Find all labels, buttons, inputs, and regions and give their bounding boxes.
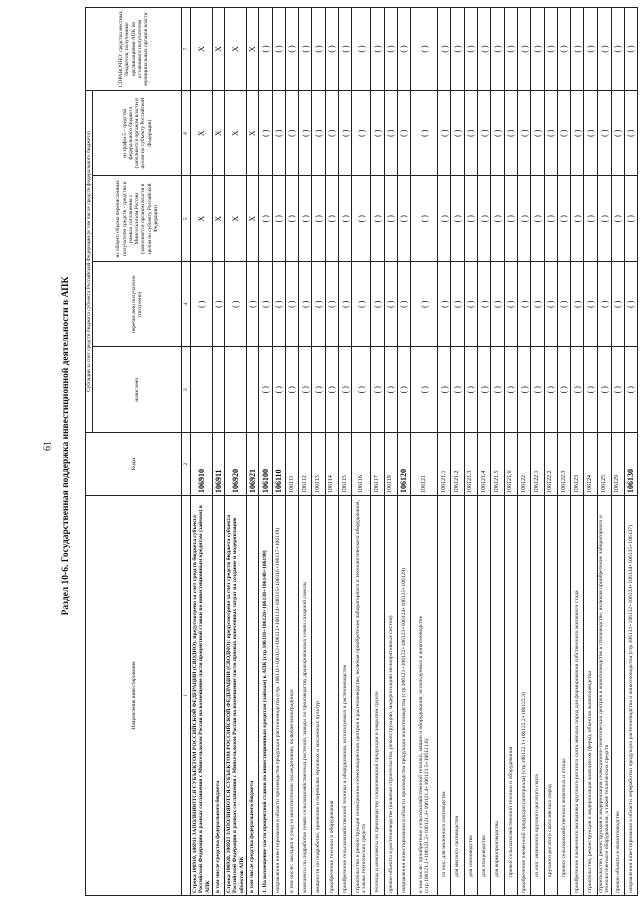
row-value-cell[interactable]: ( ) bbox=[285, 91, 298, 177]
row-value-cell[interactable]: ( ) bbox=[191, 262, 213, 348]
row-value-cell[interactable]: ( ) bbox=[371, 176, 384, 262]
row-code: 106121.5 bbox=[491, 433, 504, 496]
row-value-cell[interactable]: ( ) bbox=[312, 347, 325, 433]
row-value-cell[interactable]: ( ) bbox=[397, 347, 410, 433]
table-row bbox=[325, 8, 338, 896]
row-value-cell[interactable]: ( ) bbox=[451, 262, 464, 348]
column-number: 5 bbox=[182, 176, 191, 262]
row-value-cell[interactable]: ( ) bbox=[557, 262, 570, 348]
row-value-cell[interactable]: ( ) bbox=[451, 176, 464, 262]
row-value-cell[interactable]: ( ) bbox=[531, 347, 544, 433]
row-value-cell[interactable]: ( ) bbox=[299, 8, 312, 91]
row-value-cell[interactable]: X bbox=[213, 8, 225, 91]
investment-support-table bbox=[85, 7, 638, 896]
row-code: 106116 bbox=[352, 433, 371, 496]
row-name: приобретение техники и оборудования bbox=[325, 496, 338, 896]
row-value-cell[interactable]: ( ) bbox=[491, 8, 504, 91]
table-row bbox=[584, 8, 597, 896]
row-value-cell[interactable]: ( ) bbox=[517, 347, 530, 433]
row-value-cell[interactable]: X bbox=[191, 176, 213, 262]
row-name: крупного рогатого скота мясных пород bbox=[544, 496, 557, 896]
row-name: мощности по подработке, хранению и перевалке зерновых и масличных культур bbox=[312, 496, 325, 896]
row-value-cell[interactable] bbox=[225, 347, 247, 433]
row-code: 106122.2 bbox=[544, 433, 557, 496]
row-value-cell[interactable]: X bbox=[247, 8, 259, 91]
row-value-cell[interactable]: ( ) bbox=[624, 91, 637, 177]
row-value-cell[interactable]: ( ) bbox=[438, 176, 451, 262]
column-number: 2 bbox=[182, 433, 191, 496]
row-value-cell[interactable]: ( ) bbox=[338, 8, 351, 91]
table-row bbox=[517, 8, 530, 896]
row-value-cell[interactable]: ( ) bbox=[384, 8, 397, 91]
row-value-cell[interactable]: ( ) bbox=[411, 176, 438, 262]
row-code: 106111 bbox=[285, 433, 298, 496]
row-name: направления инвестирования в области производства продукции растениеводства (стр. 106111+106112+106113+106114+106115+106116+106117+106119) bbox=[272, 496, 285, 896]
table-row bbox=[338, 8, 351, 896]
table-row bbox=[438, 8, 451, 896]
table-row bbox=[352, 8, 371, 896]
row-value-cell[interactable]: ( ) bbox=[451, 347, 464, 433]
row-value-cell[interactable]: X bbox=[225, 176, 247, 262]
header-from-col5: из графы 5 - средства федерального бюджета (заполняется органом власти в целом по субъекту Российской Федерации) bbox=[93, 91, 182, 177]
row-value-cell[interactable]: ( ) bbox=[285, 347, 298, 433]
row-code: 106110 bbox=[272, 433, 285, 496]
row-name: строительство и реконструкция селекционно-семеноводческих центров в растениеводстве, включая приобретение лабораторного и технологического оборудования, а также технических средств bbox=[352, 496, 371, 896]
column-number: 4 bbox=[182, 262, 191, 348]
row-code: 106911 bbox=[213, 433, 225, 496]
table-row bbox=[397, 8, 410, 896]
row-name: в том числе: закладка и уход за многолетними насаждениями, включая виноградники bbox=[285, 496, 298, 896]
row-value-cell[interactable]: ( ) bbox=[597, 176, 611, 262]
row-value-cell[interactable]: ( ) bbox=[352, 176, 371, 262]
row-value-cell[interactable]: ( ) bbox=[338, 176, 351, 262]
row-value-cell[interactable]: ( ) bbox=[504, 8, 517, 91]
row-value-cell[interactable]: ( ) bbox=[531, 176, 544, 262]
row-value-cell[interactable]: ( ) bbox=[299, 262, 312, 348]
row-name: в том числе: приобретение сельскохозяйственной техники, машин и оборудования, используемых в животноводстве (стр.106121.1+106121.2+106121.3+106121.4+106121.5+106121.6) bbox=[411, 496, 438, 896]
row-name: строительство, реконструкция и модернизация комплексов (ферм), объектов животноводства bbox=[584, 496, 597, 896]
row-value-cell[interactable]: ( ) bbox=[384, 91, 397, 177]
row-code: 106920 bbox=[225, 433, 247, 496]
row-value-cell[interactable]: ( ) bbox=[478, 8, 491, 91]
row-value-cell[interactable]: ( ) bbox=[544, 347, 557, 433]
row-value-cell[interactable]: ( ) bbox=[371, 262, 384, 348]
row-code: 106112 bbox=[299, 433, 312, 496]
row-value-cell[interactable]: ( ) bbox=[325, 262, 338, 348]
row-code: 106114 bbox=[325, 433, 338, 496]
row-value-cell[interactable]: ( ) bbox=[517, 262, 530, 348]
row-name: прочей сельскохозяйственной техники и оборудования bbox=[504, 496, 517, 896]
table-row bbox=[312, 8, 325, 896]
row-value-cell[interactable]: X bbox=[247, 91, 259, 177]
table-row bbox=[213, 8, 225, 896]
column-number: 7 bbox=[182, 8, 191, 91]
row-code: 106130 bbox=[624, 433, 637, 496]
page-number: 61 bbox=[42, 441, 54, 451]
row-value-cell[interactable]: ( ) bbox=[584, 262, 597, 348]
table-row bbox=[451, 8, 464, 896]
row-code: 106119 bbox=[384, 433, 397, 496]
row-code: 106122 bbox=[517, 433, 530, 496]
row-name: прочие объекты в растениеводстве (включая строительство, реконструкцию, модернизацию мелиоративных систем) bbox=[384, 496, 397, 896]
table-row bbox=[611, 8, 624, 896]
row-value-cell[interactable]: ( ) bbox=[584, 347, 597, 433]
row-value-cell[interactable]: ( ) bbox=[299, 176, 312, 262]
row-value-cell[interactable]: ( ) bbox=[491, 347, 504, 433]
row-value-cell[interactable]: ( ) bbox=[397, 8, 410, 91]
row-code: 106122.1 bbox=[531, 433, 544, 496]
row-value-cell[interactable]: ( ) bbox=[312, 91, 325, 177]
row-code: 106121.1 bbox=[438, 433, 451, 496]
table-row bbox=[285, 8, 298, 896]
row-name: для свиноводства bbox=[464, 496, 477, 896]
row-value-cell[interactable]: ( ) bbox=[247, 262, 259, 348]
row-value-cell[interactable]: ( ) bbox=[325, 91, 338, 177]
row-value-cell[interactable]: ( ) bbox=[597, 347, 611, 433]
row-value-cell[interactable]: ( ) bbox=[384, 347, 397, 433]
row-value-cell[interactable]: ( ) bbox=[597, 8, 611, 91]
row-value-cell[interactable]: ( ) bbox=[491, 91, 504, 177]
row-name: 1. На возмещение части процентной ставки по инвестиционным кредитам (займам) в АПК (стр.106110+106120+106130+106140+106190) bbox=[259, 496, 272, 896]
table-row bbox=[571, 8, 584, 896]
row-value-cell[interactable]: ( ) bbox=[478, 262, 491, 348]
row-value-cell[interactable]: ( ) bbox=[352, 8, 371, 91]
row-value-cell[interactable]: X bbox=[191, 8, 213, 91]
row-name: комплексы по подработке семян сельскохозяйственных растений, заводы по производству дражированных семян сахарной свеклы bbox=[299, 496, 312, 896]
row-value-cell[interactable]: ( ) bbox=[312, 176, 325, 262]
row-code: 106125 bbox=[597, 433, 611, 496]
table-row bbox=[191, 8, 213, 896]
row-value-cell[interactable]: ( ) bbox=[325, 176, 338, 262]
row-value-cell[interactable]: ( ) bbox=[312, 8, 325, 91]
row-value-cell[interactable]: ( ) bbox=[259, 8, 272, 91]
table-row bbox=[225, 8, 247, 896]
row-name: для кормопроизводства bbox=[491, 496, 504, 896]
row-code: 106121.6 bbox=[504, 433, 517, 496]
row-value-cell[interactable]: ( ) bbox=[517, 91, 530, 177]
row-value-cell[interactable]: ( ) bbox=[397, 91, 410, 177]
row-value-cell[interactable]: ( ) bbox=[384, 262, 397, 348]
table-row bbox=[557, 8, 570, 896]
row-value-cell[interactable] bbox=[191, 347, 213, 433]
row-value-cell[interactable]: ( ) bbox=[491, 262, 504, 348]
row-value-cell[interactable]: ( ) bbox=[624, 176, 637, 262]
row-name: из них: для молочного скотоводства bbox=[438, 496, 451, 896]
row-value-cell[interactable]: ( ) bbox=[504, 347, 517, 433]
row-value-cell[interactable]: ( ) bbox=[338, 347, 351, 433]
row-value-cell[interactable]: ( ) bbox=[397, 176, 410, 262]
table-row bbox=[299, 8, 312, 896]
row-value-cell[interactable]: ( ) bbox=[584, 8, 597, 91]
table-row bbox=[597, 8, 611, 896]
rotated-table-container bbox=[85, 7, 636, 896]
table-row bbox=[464, 8, 477, 896]
row-value-cell[interactable]: ( ) bbox=[571, 262, 584, 348]
row-value-cell[interactable]: ( ) bbox=[557, 176, 570, 262]
row-value-cell[interactable]: ( ) bbox=[384, 176, 397, 262]
table-row bbox=[478, 8, 491, 896]
row-value-cell[interactable]: ( ) bbox=[504, 262, 517, 348]
row-value-cell[interactable]: ( ) bbox=[478, 347, 491, 433]
column-number-row bbox=[182, 8, 191, 896]
row-value-cell[interactable]: ( ) bbox=[438, 262, 451, 348]
row-value-cell[interactable]: ( ) bbox=[371, 8, 384, 91]
row-value-cell[interactable]: ( ) bbox=[272, 262, 285, 348]
row-value-cell[interactable]: ( ) bbox=[259, 262, 272, 348]
table-row bbox=[247, 8, 259, 896]
row-value-cell[interactable]: X bbox=[247, 176, 259, 262]
row-value-cell[interactable]: ( ) bbox=[225, 262, 247, 348]
row-name: прочие объекты в животноводстве bbox=[611, 496, 624, 896]
row-code: 106124 bbox=[584, 433, 597, 496]
row-value-cell[interactable]: ( ) bbox=[213, 262, 225, 348]
row-value-cell[interactable]: ( ) bbox=[411, 347, 438, 433]
row-code: 106113 bbox=[312, 433, 325, 496]
row-name: для мясного скотоводства bbox=[451, 496, 464, 896]
header-subsidies-group: Субсидии за счет средств бюджета субъекта Российской Федерации (в том числе средств федерального бюджета) bbox=[86, 91, 93, 433]
table-row bbox=[531, 8, 544, 896]
row-code: 106121 bbox=[411, 433, 438, 496]
row-value-cell[interactable]: ( ) bbox=[531, 8, 544, 91]
investment-support-table-sheet bbox=[85, 7, 636, 896]
row-code: 106117 bbox=[371, 433, 384, 496]
row-name: для птицеводства bbox=[478, 496, 491, 896]
row-name: в том числе средства федерального бюджета bbox=[213, 496, 225, 896]
row-value-cell[interactable]: ( ) bbox=[325, 347, 338, 433]
row-value-cell[interactable]: ( ) bbox=[571, 8, 584, 91]
row-value-cell[interactable]: ( ) bbox=[438, 347, 451, 433]
row-value-cell[interactable] bbox=[247, 347, 259, 433]
row-value-cell[interactable]: ( ) bbox=[557, 91, 570, 177]
row-value-cell[interactable]: ( ) bbox=[557, 347, 570, 433]
row-value-cell[interactable]: ( ) bbox=[517, 8, 530, 91]
row-value-cell[interactable]: ( ) bbox=[464, 176, 477, 262]
column-number: 3 bbox=[182, 347, 191, 433]
row-value-cell[interactable]: ( ) bbox=[352, 262, 371, 348]
header-codes: Коды bbox=[86, 433, 182, 496]
row-value-cell[interactable]: ( ) bbox=[571, 347, 584, 433]
table-row bbox=[504, 8, 517, 896]
row-name: приобретение сельскохозяйственной техники и оборудования, используемых в растениеводстве bbox=[338, 496, 351, 896]
row-value-cell[interactable]: ( ) bbox=[611, 262, 624, 348]
row-value-cell[interactable]: ( ) bbox=[338, 91, 351, 177]
table-row bbox=[371, 8, 384, 896]
table-row bbox=[491, 8, 504, 896]
row-value-cell[interactable]: ( ) bbox=[312, 262, 325, 348]
row-name: Строка 106910, 106911 ЗАПОЛНЯЮТСЯ СУБЪЕКТОМ РОССИЙСКОЙ ФЕДЕРАЦИИ (СВОДНО): предусмотрено за счет средств бюджета субъекта Российской Федерации в рамках соглашения с Минсельхозом России на возмещение части процентной ставки по инвестиционным кредитам (займам) в АПК bbox=[191, 496, 213, 896]
row-value-cell[interactable]: ( ) bbox=[451, 91, 464, 177]
row-value-cell[interactable]: ( ) bbox=[464, 347, 477, 433]
row-value-cell[interactable]: ( ) bbox=[544, 176, 557, 262]
row-code: 106121.4 bbox=[478, 433, 491, 496]
row-name: строительство, реконструкция и модернизация селекционно-генетических центров в животноводстве и птицеводстве, включая приобретение лабораторного и технологического оборудования, а также технических средств bbox=[597, 496, 611, 896]
row-value-cell[interactable]: ( ) bbox=[338, 262, 351, 348]
row-name: в том числе средства федерального бюджета bbox=[247, 496, 259, 896]
table-row bbox=[384, 8, 397, 896]
row-value-cell[interactable]: ( ) bbox=[571, 91, 584, 177]
row-value-cell[interactable]: ( ) bbox=[272, 176, 285, 262]
header-received: перечислено получателю (получено) bbox=[93, 262, 182, 348]
row-value-cell[interactable]: ( ) bbox=[285, 8, 298, 91]
row-name: приобретение племенной продукции (материала) (стр.106122.1+106122.2+106122.3) bbox=[517, 496, 530, 896]
row-code: 106921 bbox=[247, 433, 259, 496]
column-number: 1 bbox=[182, 496, 191, 896]
row-name: из них: молочного крупного рогатого скота bbox=[531, 496, 544, 896]
row-value-cell[interactable]: ( ) bbox=[597, 262, 611, 348]
table-row bbox=[544, 8, 557, 896]
row-value-cell[interactable]: ( ) bbox=[611, 8, 624, 91]
row-value-cell[interactable]: ( ) bbox=[531, 91, 544, 177]
row-value-cell[interactable]: ( ) bbox=[464, 262, 477, 348]
row-value-cell[interactable]: ( ) bbox=[259, 347, 272, 433]
row-value-cell[interactable]: ( ) bbox=[259, 176, 272, 262]
header-reference: СПРАВОЧНО: средства местных бюджетов, полученные организациями АПК по оставшимся получателям муниципальных органов власти bbox=[86, 8, 182, 91]
row-code: 106121.2 bbox=[451, 433, 464, 496]
row-value-cell[interactable]: ( ) bbox=[478, 91, 491, 177]
row-name: направления инвестирования в области переработки продукции растениеводства и животноводства (стр.106131+106132+106133+106134+106135+106137) bbox=[624, 496, 637, 896]
row-value-cell[interactable]: ( ) bbox=[624, 8, 637, 91]
row-value-cell[interactable]: ( ) bbox=[464, 8, 477, 91]
row-value-cell[interactable]: ( ) bbox=[411, 262, 438, 348]
row-value-cell[interactable]: ( ) bbox=[584, 91, 597, 177]
row-value-cell[interactable]: ( ) bbox=[504, 91, 517, 177]
row-value-cell[interactable]: ( ) bbox=[285, 176, 298, 262]
row-value-cell[interactable]: ( ) bbox=[438, 91, 451, 177]
row-value-cell[interactable]: ( ) bbox=[478, 176, 491, 262]
row-value-cell[interactable]: X bbox=[191, 91, 213, 177]
row-name: теплицы и комплексы по производству плодоовощной продукции в закрытом грунте bbox=[371, 496, 384, 896]
row-value-cell[interactable]: ( ) bbox=[611, 91, 624, 177]
row-value-cell[interactable]: ( ) bbox=[544, 262, 557, 348]
header-directions: Направления инвестирования bbox=[86, 496, 182, 896]
row-value-cell[interactable]: ( ) bbox=[571, 176, 584, 262]
row-value-cell[interactable]: ( ) bbox=[352, 347, 371, 433]
row-code: 106122.3 bbox=[557, 433, 570, 496]
row-value-cell[interactable] bbox=[213, 347, 225, 433]
row-value-cell[interactable]: ( ) bbox=[624, 262, 637, 348]
row-value-cell[interactable]: ( ) bbox=[611, 176, 624, 262]
row-value-cell[interactable]: ( ) bbox=[259, 91, 272, 177]
row-value-cell[interactable]: ( ) bbox=[504, 176, 517, 262]
row-value-cell[interactable]: ( ) bbox=[371, 347, 384, 433]
row-value-cell[interactable]: ( ) bbox=[517, 176, 530, 262]
row-code: 106121.3 bbox=[464, 433, 477, 496]
row-code: 106100 bbox=[259, 433, 272, 496]
row-value-cell[interactable]: ( ) bbox=[624, 347, 637, 433]
table-body bbox=[191, 8, 638, 896]
row-value-cell[interactable]: ( ) bbox=[411, 8, 438, 91]
row-value-cell[interactable]: ( ) bbox=[285, 262, 298, 348]
row-code: 106123 bbox=[571, 433, 584, 496]
row-value-cell[interactable]: ( ) bbox=[299, 347, 312, 433]
section-title: Раздел 10-6. Государственная поддержка инвестиционной деятельности в АПК bbox=[61, 276, 71, 616]
row-name: Строка 106920, 106921 ЗАПОЛНЯЮТСЯ СУБЪЕКТОМ РОССИЙСКОЙ ФЕДЕРАЦИИ (СВОДНО): предусмотрено за счет средств бюджета субъекта Российской Федерации в рамках соглашения с Минсельхозом России на возмещение части прямых понесенных затрат на создание и модернизацию объектов АПК bbox=[225, 496, 247, 896]
row-value-cell[interactable]: ( ) bbox=[272, 91, 285, 177]
row-value-cell[interactable]: ( ) bbox=[491, 176, 504, 262]
row-code: 106129 bbox=[611, 433, 624, 496]
row-code: 106910 bbox=[191, 433, 213, 496]
row-value-cell[interactable]: X bbox=[213, 91, 225, 177]
row-value-cell[interactable]: X bbox=[225, 8, 247, 91]
row-value-cell[interactable]: ( ) bbox=[557, 8, 570, 91]
table-row bbox=[411, 8, 438, 896]
row-value-cell[interactable]: ( ) bbox=[544, 91, 557, 177]
row-value-cell[interactable]: ( ) bbox=[299, 91, 312, 177]
row-value-cell[interactable]: ( ) bbox=[597, 91, 611, 177]
header-federal-part: из общего объема перечисленных получателю средств - средства в рамках соглашения с Минсельхозом России (заполняется органом власти в целом по субъекту Российской Федерации) bbox=[93, 176, 182, 262]
row-value-cell[interactable]: X bbox=[213, 176, 225, 262]
row-value-cell[interactable]: ( ) bbox=[325, 8, 338, 91]
row-code: 106115 bbox=[338, 433, 351, 496]
row-value-cell[interactable]: ( ) bbox=[272, 8, 285, 91]
row-value-cell[interactable]: ( ) bbox=[544, 8, 557, 91]
row-value-cell[interactable]: ( ) bbox=[411, 91, 438, 177]
row-value-cell[interactable]: ( ) bbox=[371, 91, 384, 177]
row-value-cell[interactable]: ( ) bbox=[352, 91, 371, 177]
row-value-cell[interactable]: ( ) bbox=[611, 347, 624, 433]
row-code: 106120 bbox=[397, 433, 410, 496]
row-value-cell[interactable]: ( ) bbox=[397, 262, 410, 348]
row-value-cell[interactable]: ( ) bbox=[464, 91, 477, 177]
table-row bbox=[259, 8, 272, 896]
row-value-cell[interactable]: X bbox=[225, 91, 247, 177]
row-value-cell[interactable]: ( ) bbox=[531, 262, 544, 348]
column-number: 6 bbox=[182, 91, 191, 177]
row-name: прочих сельскохозяйственных животных и птицы bbox=[557, 496, 570, 896]
row-name: приобретение племенного молодняка крупного рогатого скота мясных пород для формирования собственного маточного стада bbox=[571, 496, 584, 896]
row-value-cell[interactable]: ( ) bbox=[451, 8, 464, 91]
row-value-cell[interactable]: ( ) bbox=[584, 176, 597, 262]
table-row bbox=[272, 8, 285, 896]
row-name: направления инвестирования в области производства продукции животноводства (стр.106121+106122+106123+106124+106125+106129) bbox=[397, 496, 410, 896]
row-value-cell[interactable]: ( ) bbox=[438, 8, 451, 91]
header-accrued: начислено bbox=[93, 347, 182, 433]
table-row bbox=[624, 8, 637, 896]
row-value-cell[interactable]: ( ) bbox=[272, 347, 285, 433]
